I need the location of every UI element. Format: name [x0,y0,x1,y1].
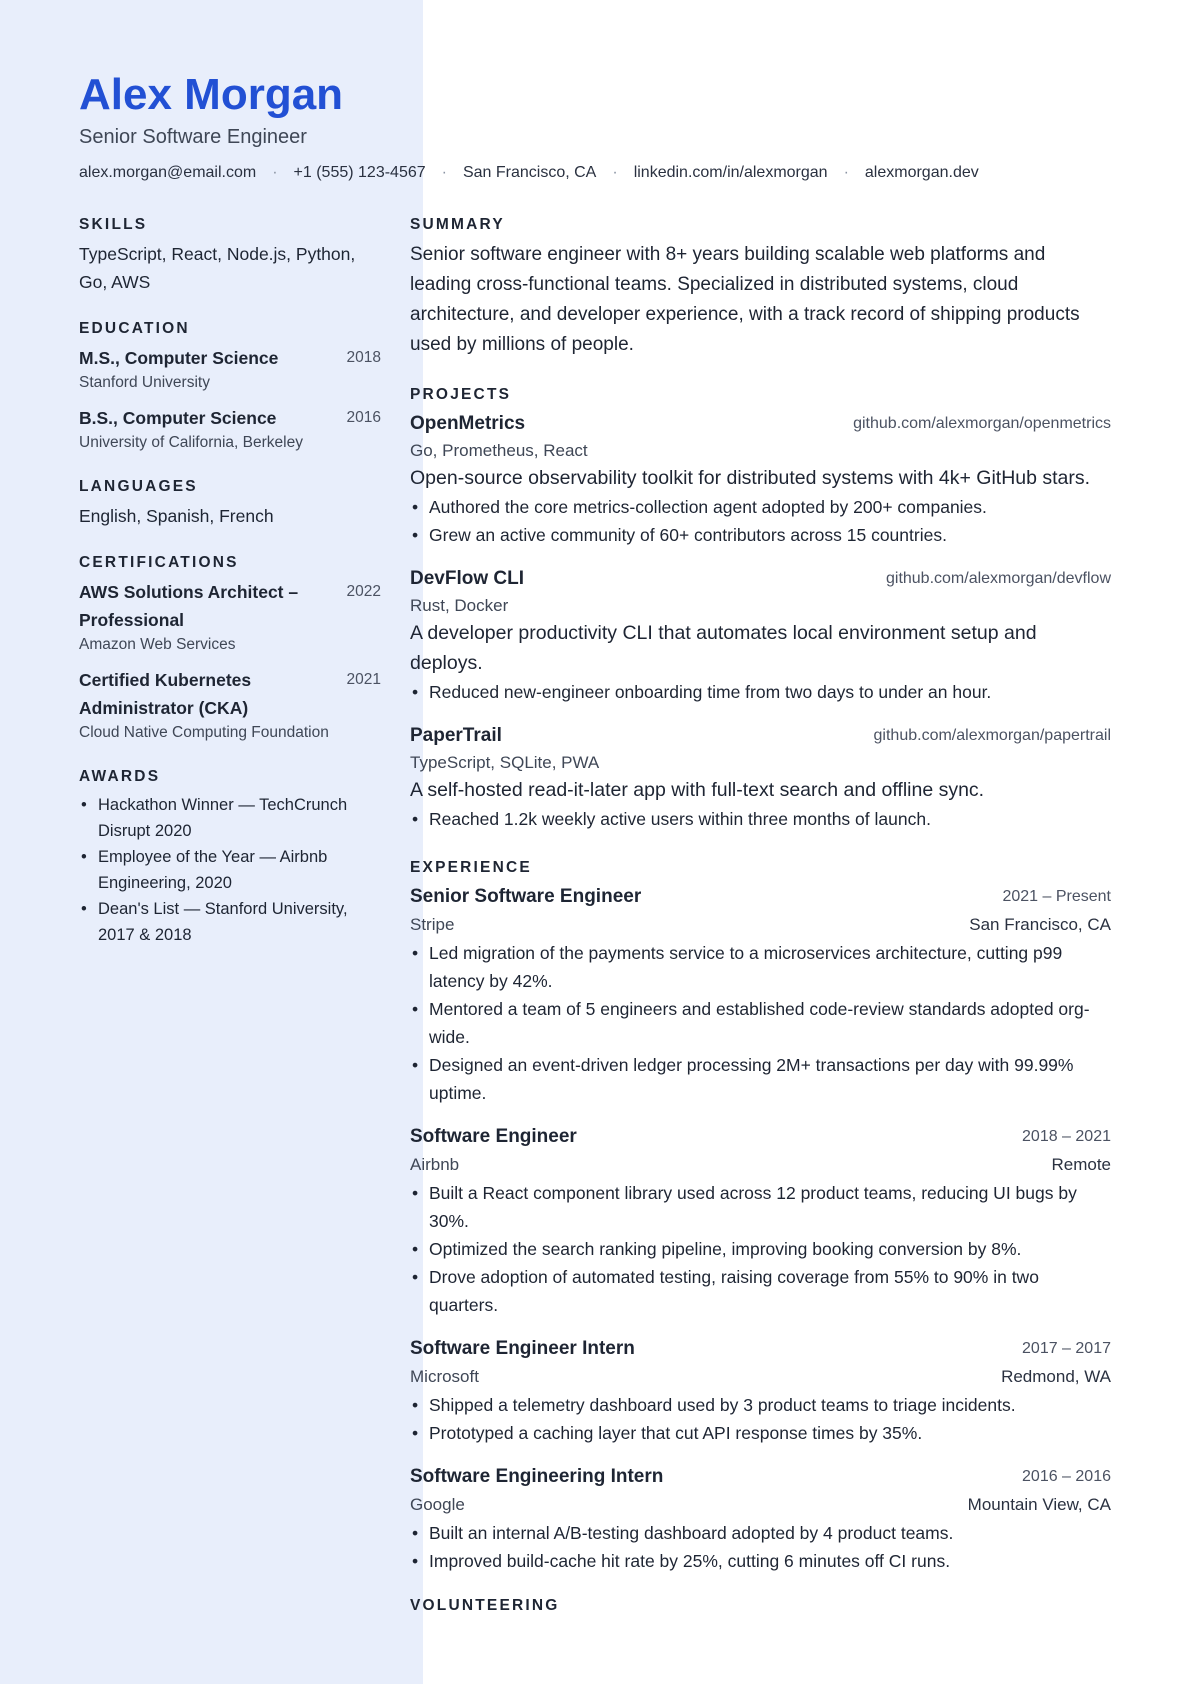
certification-name: Certified Kubernetes Administrator (CKA) [79,670,252,718]
list-item [410,678,1111,706]
section-title: AWARDS [79,768,161,785]
education-item [79,404,381,454]
main-column [410,214,1111,1645]
bullet-text: Optimized the search ranking pipeline, improving booking conversion by 8%. [429,1239,1022,1259]
list-item [410,1519,1111,1547]
company: Airbnb [410,1155,460,1174]
award-text: Hackathon Winner — TechCrunch Disrupt 2020 [98,796,348,840]
job-bullets [410,1179,1111,1319]
bullet-icon: • [412,682,419,702]
company: Microsoft [410,1367,479,1386]
project-name: OpenMetrics [410,413,526,434]
certification-item [79,666,381,744]
list-item [410,939,1111,995]
contact-linkedin[interactable]: linkedin.com/in/alexmorgan [633,164,828,181]
list-item [410,995,1111,1051]
candidate-name: Alex Morgan [79,70,344,119]
contact-email[interactable]: alex.morgan@email.com [79,164,257,181]
project-bullets [410,678,1111,706]
bullet-icon: • [81,848,87,866]
job-title: Senior Software Engineer [410,886,642,907]
school: Stanford University [79,374,210,391]
contact-separator: · [843,164,849,181]
bullet-icon: • [412,1183,419,1203]
bullet-icon: • [412,497,419,517]
degree: M.S., Computer Science [79,348,279,368]
bullet-icon: • [412,809,419,829]
volunteering-section [410,1595,1111,1617]
contact-separator: · [612,164,618,181]
project-tech: TypeScript, SQLite, PWA [410,753,600,772]
contact-separator: · [272,164,278,181]
bullet-text: Reached 1.2k weekly active users within three months of launch. [429,809,931,829]
job-title: Software Engineer [410,1126,577,1147]
job-bullets [410,1519,1111,1575]
project-name: DevFlow CLI [410,568,525,589]
bullet-icon: • [412,943,419,963]
summary-section [410,214,1111,360]
contact-separator: · [441,164,447,181]
skills-section [79,214,381,296]
section-title: VOLUNTEERING [410,1597,560,1614]
project-bullets [410,493,1111,549]
bullet-icon: • [412,525,419,545]
education-section [79,318,381,454]
experience-item [410,1335,1111,1447]
experience-item [410,1463,1111,1575]
bullet-text: Prototyped a caching layer that cut API response times by 35%. [429,1423,923,1443]
bullet-text: Built a React component library used across 12 product teams, reducing UI bugs by 30%. [429,1183,1077,1231]
year: 2016 [346,409,381,426]
bullet-icon: • [81,900,87,918]
company: Google [410,1495,465,1514]
section-title: SUMMARY [410,216,505,233]
year: 2021 [346,671,381,688]
project-link[interactable]: github.com/alexmorgan/devflow [885,570,1111,587]
section-title: CERTIFICATIONS [79,554,239,571]
job-bullets [410,939,1111,1107]
list-item [410,521,1111,549]
job-bullets [410,1391,1111,1447]
sidebar [79,214,381,970]
section-title: LANGUAGES [79,478,198,495]
bullet-text: Authored the core metrics-collection agent adopted by 200+ companies. [429,497,987,517]
certification-item [79,578,381,656]
experience-section [410,857,1111,1575]
job-dates: 2021 – Present [1002,888,1111,905]
job-title: Software Engineering Intern [410,1466,664,1487]
list-item [410,1051,1111,1107]
education-item [79,344,381,394]
candidate-headline: Senior Software Engineer [79,126,307,148]
list-item [410,1179,1111,1235]
project-tech: Go, Prometheus, React [410,441,588,460]
awards-section [79,766,381,948]
certifications-section [79,552,381,744]
school: University of California, Berkeley [79,434,303,451]
job-dates: 2016 – 2016 [1022,1468,1111,1485]
issuer: Amazon Web Services [79,636,236,653]
bullet-icon: • [412,1423,419,1443]
list-item [79,792,381,844]
contact-line [79,162,979,184]
section-title: PROJECTS [410,386,512,403]
job-location: Remote [1051,1155,1111,1174]
project-item [410,565,1111,706]
awards-list [79,792,381,948]
project-item [410,722,1111,833]
list-item [79,896,381,948]
job-location: Redmond, WA [1001,1367,1111,1386]
bullet-icon: • [412,1551,419,1571]
job-location: Mountain View, CA [967,1495,1111,1514]
issuer: Cloud Native Computing Foundation [79,724,329,741]
list-item [410,1263,1111,1319]
project-bullets [410,805,1111,833]
job-dates: 2018 – 2021 [1022,1128,1111,1145]
bullet-text: Shipped a telemetry dashboard used by 3 product teams to triage incidents. [429,1395,1016,1415]
experience-item [410,1123,1111,1319]
project-tech: Rust, Docker [410,596,509,615]
bullet-icon: • [412,1395,419,1415]
bullet-text: Mentored a team of 5 engineers and established code-review standards adopted org-wide. [429,999,1090,1047]
contact-website[interactable]: alexmorgan.dev [864,164,979,181]
languages-text: English, Spanish, French [79,506,274,526]
bullet-icon: • [412,999,419,1019]
award-text: Dean's List — Stanford University, 2017 & 2018 [98,900,348,944]
bullet-text: Drove adoption of automated testing, raising coverage from 55% to 90% in two quarters. [429,1267,1039,1315]
skills-text: TypeScript, React, Node.js, Python, Go, AWS [79,244,356,292]
bullet-text: Built an internal A/B-testing dashboard adopted by 4 product teams. [429,1523,954,1543]
list-item [410,1547,1111,1575]
bullet-icon: • [412,1055,419,1075]
projects-section [410,384,1111,833]
project-description: Open-source observability toolkit for distributed systems with 4k+ GitHub stars. [410,467,1091,489]
job-location: San Francisco, CA [969,915,1111,934]
degree: B.S., Computer Science [79,408,277,428]
section-title: EDUCATION [79,320,190,337]
bullet-text: Improved build-cache hit rate by 25%, cutting 6 minutes off CI runs. [429,1551,951,1571]
year: 2022 [346,583,381,600]
year: 2018 [346,349,381,366]
languages-section [79,476,381,530]
list-item [410,1235,1111,1263]
list-item [410,1391,1111,1419]
list-item [410,493,1111,521]
project-item [410,410,1111,549]
project-description: A self-hosted read-it-later app with full-text search and offline sync. [410,779,985,801]
summary-text: Senior software engineer with 8+ years building scalable web platforms and leading cross-functional teams. Specialized in distributed systems, cloud architecture, and developer experience, with a track record of shipping products used by millions of people. [410,244,1080,355]
list-item [410,805,1111,833]
job-dates: 2017 – 2017 [1022,1340,1111,1357]
bullet-text: Designed an event-driven ledger processing 2M+ transactions per day with 99.99% uptime. [429,1055,1074,1103]
project-link[interactable]: github.com/alexmorgan/openmetrics [853,415,1111,432]
certification-name: AWS Solutions Architect – Professional [79,582,299,630]
contact-location: San Francisco, CA [462,164,597,181]
bullet-icon: • [412,1523,419,1543]
bullet-text: Reduced new-engineer onboarding time from two days to under an hour. [429,682,992,702]
bullet-icon: • [81,796,87,814]
bullet-icon: • [412,1267,419,1287]
project-description: A developer productivity CLI that automates local environment setup and deploys. [410,622,1037,674]
project-link[interactable]: github.com/alexmorgan/papertrail [873,727,1111,744]
list-item [79,844,381,896]
award-text: Employee of the Year — Airbnb Engineering, 2020 [98,848,328,892]
section-title: SKILLS [79,216,148,233]
section-title: EXPERIENCE [410,859,532,876]
bullet-icon: • [412,1239,419,1259]
list-item [410,1419,1111,1447]
company: Stripe [410,915,455,934]
experience-item [410,883,1111,1107]
contact-phone[interactable]: +1 (555) 123-4567 [293,164,426,181]
bullet-text: Led migration of the payments service to a microservices architecture, cutting p99 latency by 42%. [429,943,1063,991]
project-name: PaperTrail [410,725,502,746]
job-title: Software Engineer Intern [410,1338,635,1359]
bullet-text: Grew an active community of 60+ contributors across 15 countries. [429,525,947,545]
